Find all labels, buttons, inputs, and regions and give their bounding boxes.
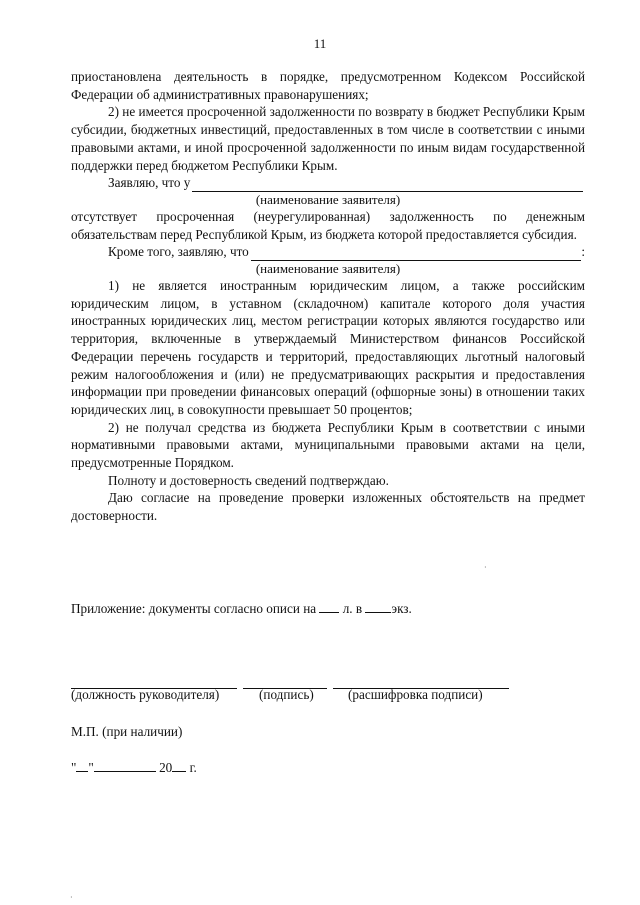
year-suffix: г. [186,760,197,775]
page-number: 11 [313,36,327,51]
document-body [71,68,585,525]
copies-count-blank[interactable] [365,600,391,613]
signature-lines [71,669,511,689]
position-caption: (должность руководителя) [71,687,220,702]
appendix-line [71,600,412,617]
date-close-quote: " [88,760,94,775]
applicant-name-blank-1[interactable] [192,178,583,192]
paragraph-confirm: Полноту и достоверность сведений подтверждаю. [108,472,389,488]
declaration-line-2 [71,243,585,261]
paragraph-consent: Даю согласие на проведение проверки изложенных обстоятельств на предмет достоверности. [71,490,585,524]
declaration-line-1 [71,174,585,192]
day-blank[interactable] [76,759,88,772]
appendix-text-3: экз. [391,601,412,616]
scan-dot-mark: · [484,563,487,572]
signature-caption: (подпись) [259,687,314,702]
stamp-place: М.П. (при наличии) [71,724,183,739]
date-line [71,759,197,776]
appendix-text-1: Приложение: документы согласно описи на [71,601,317,616]
declaration-2-colon: : [581,244,585,260]
year-blank[interactable] [172,759,186,772]
applicant-name-caption-1: (наименование заявителя) [255,191,401,207]
signature-decoding-caption: (расшифровка подписи) [348,687,483,702]
declaration-2-lead: Кроме того, заявляю, что [108,244,249,260]
applicant-name-blank-2[interactable] [251,247,582,261]
date-open-quote: " [71,760,77,775]
year-prefix: 20 [159,760,173,775]
applicant-name-caption-2: (наименование заявителя) [255,261,401,277]
month-blank[interactable] [94,759,156,772]
paragraph-not-foreign: 1) не является иностранным юридическим лицом, а также российским юридическим лицом, в уставном (складочном) капитале которого доля участия иностранных юридических лиц, местом регистрации которых являются государство или территория, включенные в утверждаемый Министерством финансов Российской Федерации перечень государств и территорий, предоставляющих льготный налоговый режим налогообложения и (или) не предусматривающих раскрытия и предоставления информации при проведении финансовых операций (офшорные зоны) в отношении таких юридических лиц, в совокупности превышает 50 процентов; [71,278,585,417]
declaration-1-lead: Заявляю, что у [108,175,191,191]
paragraph-no-debt: 2) не имеется просроченной задолженности по возврату в бюджет Республики Крым субсидии, бюджетных инвестиций, предоставленных в том числе в соответствии с иными правовыми актами, и иной просроченной задолженности по иным видам государственной поддержки перед бюджетом Республики Крым. [71,104,585,173]
paragraph-no-funds: 2) не получал средства из бюджета Республики Крым в соответствии с иными нормативными правовыми актами, муниципальными правовыми актами на цели, предусмотренные Порядком. [71,419,585,471]
scan-dot-mark-bottom: · [70,893,73,902]
appendix-text-2: л. в [342,601,363,616]
sheets-count-blank[interactable] [319,600,339,613]
paragraph-suspension: приостановлена деятельность в порядке, предусмотренном Кодексом Российской Федерации об административных правонарушениях; [71,69,585,102]
paragraph-no-overdue: отсутствует просроченная (неурегулированная) задолженность по денежным обязательствам перед Республикой Крым, из бюджета которой предоставляется субсидия. [71,208,585,242]
